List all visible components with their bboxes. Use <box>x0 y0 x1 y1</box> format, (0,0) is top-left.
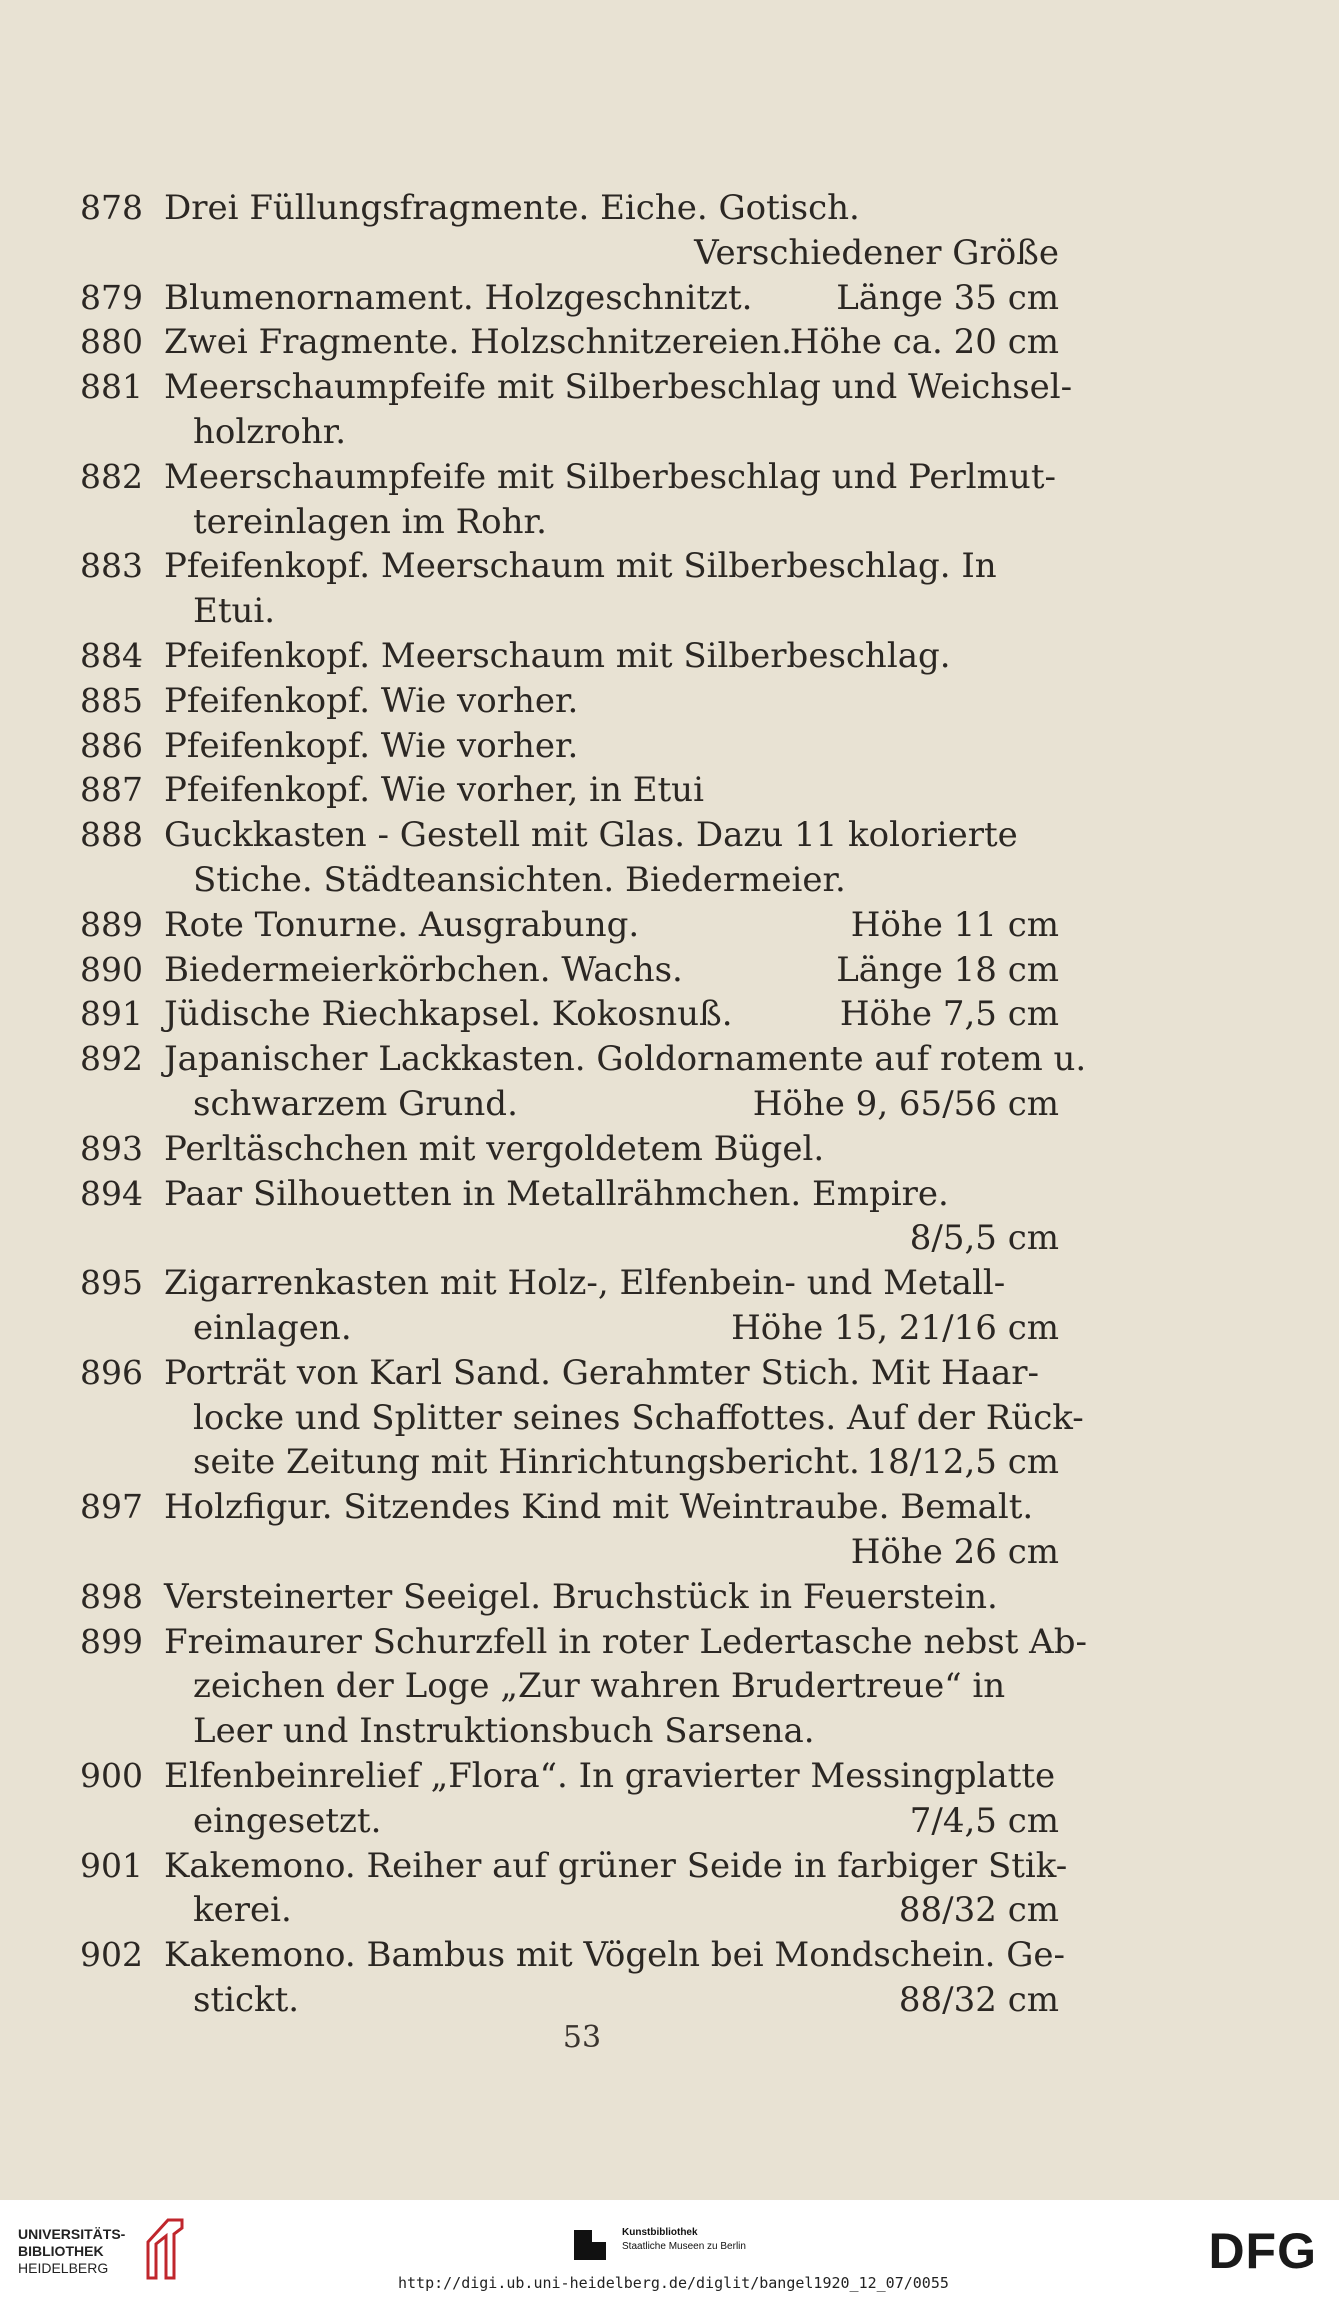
entry-measurement: 18/12,5 cm <box>866 1442 1059 1483</box>
entry-number: 884 <box>80 636 143 675</box>
entry-number: 892 <box>80 1039 143 1079</box>
entry-number: 882 <box>80 456 143 496</box>
entry-text-line: Freimaurer Schurzfell in roter Ledertasche nebst Ab- <box>164 1621 1087 1662</box>
entry-text-line: Blumenornament. Holzgeschnitzt. <box>164 277 753 318</box>
entry-measurement: Höhe ca. 20 cm <box>789 322 1059 363</box>
university-logo-icon <box>138 2214 188 2284</box>
entry-text-line: Biedermeierkörbchen. Wachs. <box>164 949 683 990</box>
entry-number: 895 <box>80 1263 143 1303</box>
entry-text-line: Stiche. Städteansichten. Biedermeier. <box>193 859 846 900</box>
kb-line-2: Staatliche Museen zu Berlin <box>622 2241 746 2252</box>
entry-text-line: Leer und Instruktionsbuch Sarsena. <box>193 1711 815 1752</box>
entry-text-line: Rote Tonurne. Ausgrabung. <box>164 904 640 945</box>
entry-number: 894 <box>80 1173 143 1213</box>
entry-text-line: Holzfigur. Sitzendes Kind mit Weintraube. Bemalt. <box>164 1487 1034 1528</box>
entry-number: 880 <box>80 322 143 362</box>
entry-number: 896 <box>80 1352 143 1392</box>
entry-text-line: seite Zeitung mit Hinrichtungsbericht. <box>193 1442 860 1483</box>
entry-text-line: eingesetzt. <box>193 1800 382 1841</box>
entry-measurement: Höhe 11 cm <box>850 904 1059 945</box>
source-url-link[interactable]: http://digi.ub.uni-heidelberg.de/diglit/bangel1920_12_07/0055 <box>398 2274 949 2292</box>
entry-number: 898 <box>80 1576 143 1616</box>
entry-text-line: Porträt von Karl Sand. Gerahmter Stich. Mit Haar- <box>164 1352 1039 1393</box>
entry-text-line: Pfeifenkopf. Meerschaum mit Silberbeschlag. <box>164 636 951 676</box>
entry-measurement: 88/32 cm <box>898 1979 1059 2020</box>
entry-text-line: Meerschaumpfeife mit Silberbeschlag und Weichsel- <box>164 367 1073 408</box>
entry-text-line: Guckkasten - Gestell mit Glas. Dazu 11 kolorierte <box>164 815 1018 856</box>
entry-number: 899 <box>80 1621 143 1661</box>
entry-text-line: Versteinerter Seeigel. Bruchstück in Feuerstein. <box>164 1576 998 1617</box>
entry-measurement: 7/4,5 cm <box>909 1800 1059 1841</box>
kb-line-1: Kunstbibliothek <box>622 2227 698 2238</box>
kunstbibliothek-logo-icon <box>570 2224 610 2264</box>
entry-text-line: tereinlagen im Rohr. <box>193 501 547 542</box>
kunstbibliothek-text <box>622 2226 746 2254</box>
entry-number: 889 <box>80 904 143 944</box>
entry-number: 878 <box>80 188 143 227</box>
entry-number: 886 <box>80 725 143 765</box>
entry-number: 879 <box>80 277 143 317</box>
entry-text-line: holzrohr. <box>193 411 347 452</box>
entry-text-line: Paar Silhouetten in Metallrähmchen. Empire. <box>164 1173 949 1214</box>
entry-number: 891 <box>80 994 143 1034</box>
entry-measurement: 8/5,5 cm <box>909 1218 1059 1259</box>
entry-number: 900 <box>80 1756 143 1795</box>
entry-number: 902 <box>80 1935 143 1975</box>
entry-text-line: Zwei Fragmente. Holzschnitzereien. <box>164 322 792 363</box>
entry-text-line: einlagen. <box>193 1307 352 1348</box>
entry-number: 887 <box>80 770 143 810</box>
dfg-logo: DFG <box>1208 2223 1317 2279</box>
university-line-2: BIBLIOTHEK <box>18 2243 104 2259</box>
entry-number: 888 <box>80 815 143 855</box>
entry-text-line: Perltäschchen mit vergoldetem Bügel. <box>164 1128 825 1169</box>
entry-text-line: locke und Splitter seines Schaffottes. Auf der Rück- <box>193 1397 1084 1438</box>
entry-text-line: zeichen der Loge „Zur wahren Brudertreue“ in <box>193 1666 1006 1707</box>
entry-text-line: Pfeifenkopf. Wie vorher, in Etui <box>164 770 704 811</box>
entry-measurement: Höhe 7,5 cm <box>839 994 1059 1035</box>
entry-measurement: Länge 35 cm <box>836 277 1059 318</box>
entry-text-line: Kakemono. Bambus mit Vögeln bei Mondschein. Ge- <box>164 1935 1066 1976</box>
entry-text-line: stickt. <box>193 1979 300 2020</box>
entry-measurement: Höhe 9, 65/56 cm <box>752 1083 1059 1124</box>
entry-measurement: 88/32 cm <box>898 1890 1059 1931</box>
university-line-3: HEIDELBERG <box>18 2260 109 2276</box>
entry-text-line: Jüdische Riechkapsel. Kokosnuß. <box>164 994 733 1035</box>
entry-number: 890 <box>80 949 143 989</box>
entry-number: 881 <box>80 367 143 407</box>
entry-measurement: Höhe 15, 21/16 cm <box>731 1307 1059 1348</box>
entry-text-line: Zigarrenkasten mit Holz-, Elfenbein- und Metall- <box>164 1263 1006 1304</box>
entry-text-line: Etui. <box>193 591 276 632</box>
entry-measurement: Verschiedener Größe <box>694 232 1059 273</box>
page-number: 53 <box>562 2020 602 2055</box>
entry-measurement: Höhe 26 cm <box>850 1531 1059 1572</box>
entry-number: 883 <box>80 546 143 586</box>
footer-bar <box>0 2200 1339 2297</box>
entry-number: 897 <box>80 1487 143 1527</box>
entry-text-line: Pfeifenkopf. Meerschaum mit Silberbeschlag. In <box>164 546 997 587</box>
entry-text-line: kerei. <box>193 1890 292 1931</box>
entry-text-line: schwarzem Grund. <box>193 1083 518 1124</box>
entry-measurement: Länge 18 cm <box>836 949 1059 990</box>
entry-text-line: Kakemono. Reiher auf grüner Seide in farbiger Stik- <box>164 1845 1068 1886</box>
entry-text-line: Elfenbeinrelief „Flora“. In gravierter Messingplatte <box>164 1756 1056 1796</box>
university-line-1: UNIVERSITÄTS- <box>18 2226 126 2242</box>
entry-text-line: Drei Füllungsfragmente. Eiche. Gotisch. <box>164 188 860 228</box>
university-library-name <box>18 2226 148 2277</box>
entry-number: 885 <box>80 680 143 720</box>
entry-number: 901 <box>80 1845 143 1885</box>
entry-text-line: Japanischer Lackkasten. Goldornamente auf rotem u. <box>164 1039 1087 1080</box>
entry-text-line: Pfeifenkopf. Wie vorher. <box>164 680 579 721</box>
entry-text-line: Meerschaumpfeife mit Silberbeschlag und Perlmut- <box>164 456 1056 497</box>
entry-number: 893 <box>80 1128 143 1168</box>
entry-text-line: Pfeifenkopf. Wie vorher. <box>164 725 579 766</box>
